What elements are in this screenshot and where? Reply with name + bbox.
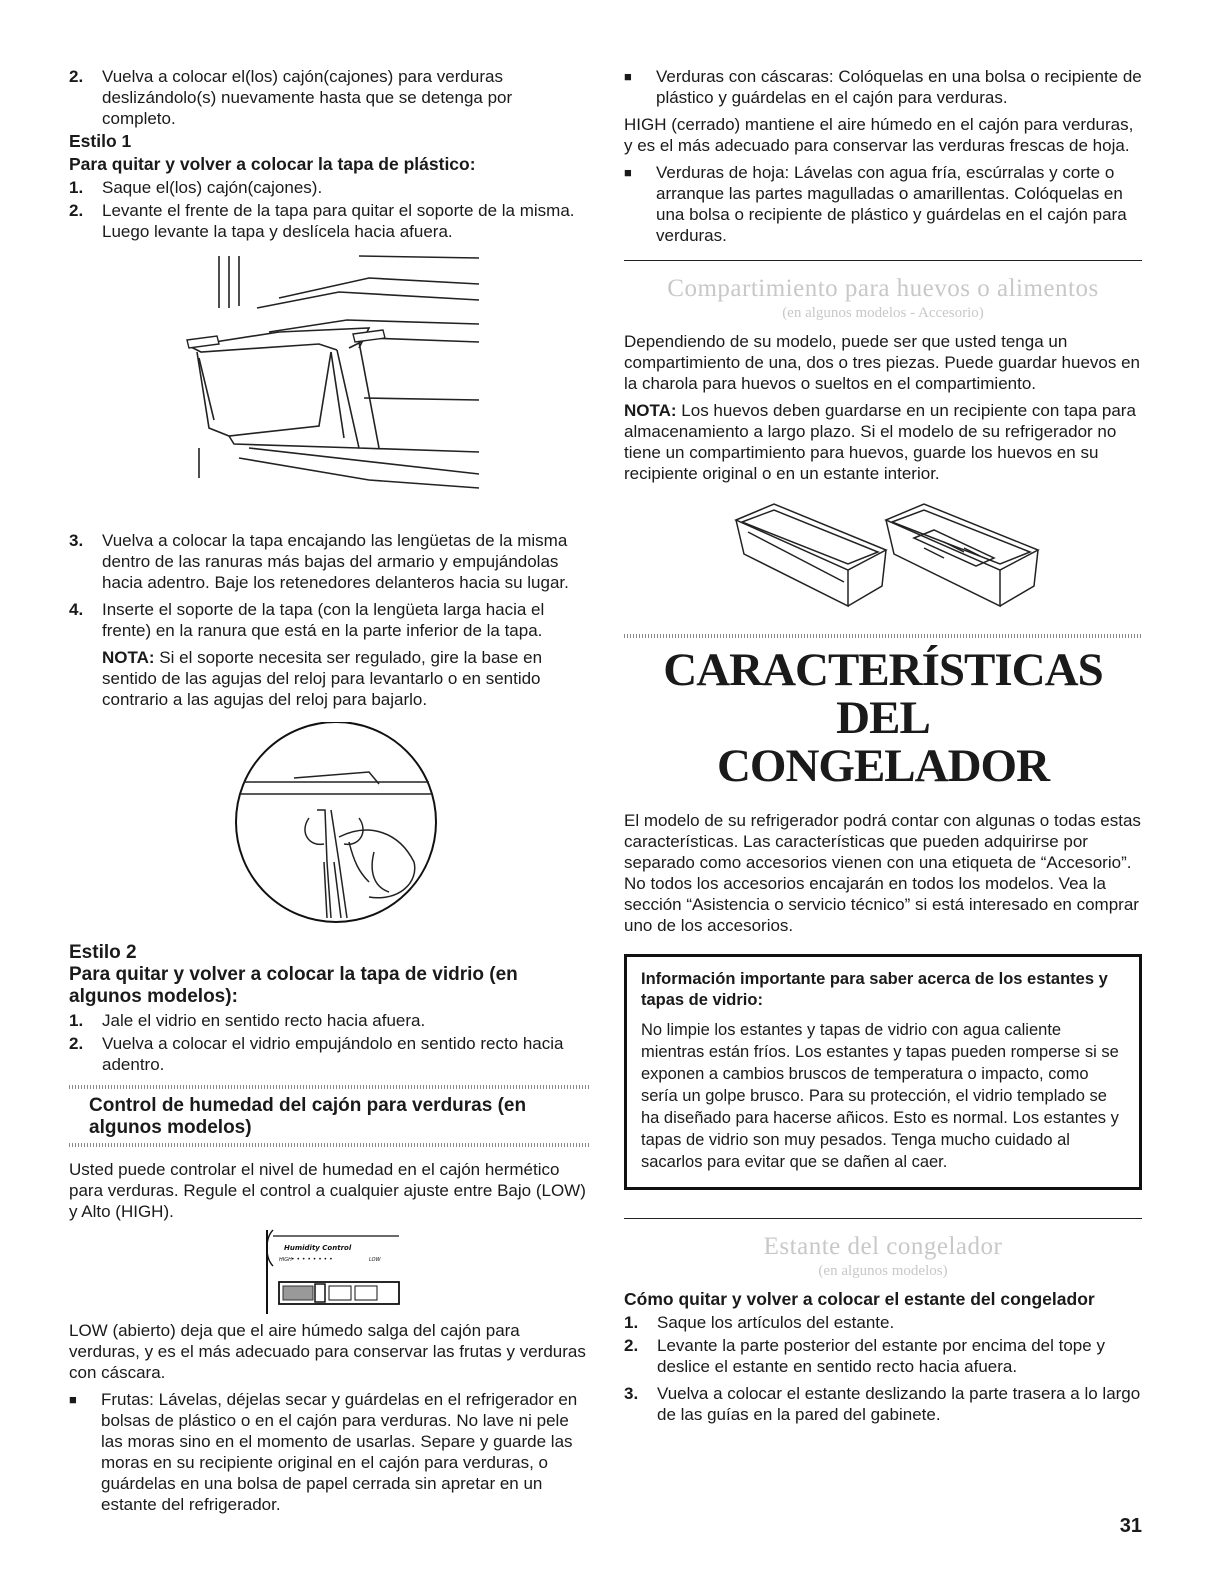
section-rule: [624, 260, 1142, 261]
step-item: [69, 66, 589, 129]
step-item: [624, 1335, 1142, 1377]
note-text: Los huevos deben guardarse en un recipiente con tapa para almacenamiento a largo plazo. Si el modelo de su refrigerador no tiene un compartimiento para huevos, guarde los huevos en su recipiente original o en un estante interior.: [624, 401, 1136, 483]
step-number: 2.: [624, 1336, 639, 1355]
step-number: 4.: [69, 600, 84, 619]
step-text: Vuelva a colocar el(los) cajón(cajones) para verduras deslizándolo(s) nuevamente hasta que se detenga por completo.: [102, 67, 513, 128]
step-text: Saque los artículos del estante.: [657, 1313, 895, 1332]
crisper-lid-illustration: [69, 248, 589, 530]
bullet-square-icon: ■: [624, 165, 632, 180]
step-item: [69, 200, 589, 242]
section-divider: [624, 634, 1142, 638]
freezer-features-title: [624, 646, 1142, 790]
section-divider: [69, 1143, 589, 1147]
style2-title: Estilo 2: [69, 942, 137, 963]
dial-low-label: LOW: [369, 1257, 381, 1263]
egg-bin-illustration: [624, 498, 1142, 622]
step-text: Inserte el soporte de la tapa (con la lengüeta larga hacia el frente) en la ranura que está en la parte inferior de la tapa.: [102, 600, 545, 640]
shelf-heading: Cómo quitar y volver a colocar el estante del congelador: [624, 1289, 1095, 1309]
step-number: 2.: [69, 67, 84, 86]
glass-shelf-warning-box: [624, 954, 1142, 1190]
note-label: NOTA:: [624, 401, 677, 420]
bullet-item: [624, 66, 1142, 108]
step-number: 1.: [624, 1313, 639, 1332]
support-adjust-drawing: [69, 722, 589, 936]
step-text: Levante la parte posterior del estante por encima del tope y deslice el estante en sentido recto hacia afuera.: [657, 1336, 1105, 1376]
egg-paragraph: Dependiendo de su modelo, puede ser que usted tenga un compartimiento de una, dos o tres piezas. Puede guardar huevos en la charola para huevos o sueltos en el compartimiento.: [624, 332, 1140, 393]
humidity-heading: Control de humedad del cajón para verduras (en algunos modelos): [89, 1095, 527, 1138]
step-number: 1.: [69, 178, 84, 197]
style2-heading: Para quitar y volver a colocar la tapa de vidrio (en algunos modelos):: [69, 964, 518, 1007]
step-number: 1.: [69, 1011, 84, 1030]
shelf-section-subtitle: (en algunos modelos): [818, 1263, 948, 1279]
humidity-slider-drawing: [69, 1228, 589, 1320]
right-column: [624, 66, 1142, 1431]
bullet-text: Verduras de hoja: Lávelas con agua fría, escúrralas y corte o arranque las partes magulladas o amarillentas. Colóquelas en una bolsa o recipiente de plástico y guárdelas en el cajón para verduras.: [656, 163, 1127, 245]
svg-text:• • • • • • • •: • • • • • • • •: [291, 1256, 333, 1263]
step-item: [69, 1010, 589, 1031]
step-text: Levante el frente de la tapa para quitar el soporte de la misma. Luego levante la tapa y deslícela hacia afuera.: [102, 201, 575, 241]
egg-note: [624, 400, 1142, 484]
step-text: Vuelva a colocar el estante deslizando la parte trasera a lo largo de las guías en la pared del gabinete.: [657, 1384, 1141, 1424]
bullet-text: Verduras con cáscaras: Colóquelas en una bolsa o recipiente de plástico y guárdelas en el cajón para verduras.: [656, 67, 1142, 107]
step-text: Saque el(los) cajón(cajones).: [102, 178, 323, 197]
step-item: [69, 599, 589, 641]
bullet-item: [624, 162, 1142, 246]
dial-high-label: HIGH: [279, 1257, 292, 1263]
page-number: 31: [1119, 1515, 1142, 1537]
step-item: [624, 1383, 1142, 1425]
egg-section-title: Compartimiento para huevos o alimentos: [667, 275, 1099, 302]
humidity-control-illustration: [69, 1228, 589, 1320]
note-label: NOTA:: [102, 648, 155, 667]
bullet-item: [69, 1389, 589, 1515]
dial-label: Humidity Control: [284, 1244, 352, 1252]
egg-section-subtitle: (en algunos modelos - Accesorio): [782, 305, 984, 321]
title-line: CONGELADOR: [716, 740, 1050, 792]
note-paragraph: [69, 647, 589, 710]
step-number: 3.: [69, 531, 84, 550]
section-rule: [624, 1218, 1142, 1219]
warning-heading: Información importante para saber acerca de los estantes y tapas de vidrio:: [641, 970, 1108, 1009]
step-item: [69, 1033, 589, 1075]
step-text: Jale el vidrio en sentido recto hacia afuera.: [102, 1011, 426, 1030]
title-line: CARACTERÍSTICAS DEL: [663, 644, 1103, 744]
lid-support-illustration: [69, 722, 589, 936]
warning-text: No limpie los estantes y tapas de vidrio con agua caliente mientras están fríos. Los estantes y tapas pueden romperse si se exponen a cambios bruscos de temperatura o impacto, como sería un golpe brusco. Para su protección, el vidrio templado se ha diseñado para hacerse añicos. Esto es normal. Los estantes y tapas de vidrio son muy pesados. Tenga mucho cuidado al sacarlos para evitar que se dañen al caer.: [641, 1021, 1119, 1171]
step-text: Vuelva a colocar la tapa encajando las lengüetas de la misma dentro de las ranuras más bajas del armario y empujándolas hacia adentro. Baje los retenedores delanteros hacia su lugar.: [102, 531, 569, 592]
style1-heading: Para quitar y volver a colocar la tapa de plástico:: [69, 154, 476, 174]
bullet-square-icon: ■: [624, 69, 632, 84]
step-text: Vuelva a colocar el vidrio empujándolo en sentido recto hacia adentro.: [102, 1034, 564, 1074]
crisper-drawer-drawing: [69, 248, 589, 530]
bullet-square-icon: ■: [69, 1392, 77, 1407]
high-setting-text: HIGH (cerrado) mantiene el aire húmedo en el cajón para verduras, y es el más adecuado para conservar las verduras frescas de hoja.: [624, 115, 1134, 155]
step-item: [624, 1312, 1142, 1333]
style1-title: Estilo 1: [69, 131, 132, 151]
step-number: 2.: [69, 201, 84, 220]
step-number: 3.: [624, 1384, 639, 1403]
left-column: [69, 66, 589, 1521]
note-text: Si el soporte necesita ser regulado, gire la base en sentido de las agujas del reloj para levantarlo o en sentido contrario a las agujas del reloj para bajarlo.: [102, 648, 543, 709]
low-setting-text: LOW (abierto) deja que el aire húmedo salga del cajón para verduras, y es el más adecuado para conservar las frutas y verduras con cáscara.: [69, 1321, 586, 1382]
egg-bins-drawing: [624, 498, 1142, 622]
bullet-text: Frutas: Lávelas, déjelas secar y guárdelas en el refrigerador en bolsas de plástico o en el cajón para verduras. No lave ni pele las moras sino en el momento de usarlas. Separe y guarde las moras en su recipiente original en el cajón para verduras, o guárdelas en una bolsa de papel cerrada sin apretar en un estante del refrigerador.: [101, 1390, 578, 1514]
freezer-intro: El modelo de su refrigerador podrá contar con algunas o todas estas características. Las características que pueden adquirirse por separado como accesorios vienen con una etiqueta de “Accesorio”. No todos los accesorios encajarán en todos los modelos. Vea la sección “Asistencia o servicio técnico” si está interesado en comprar uno de los accesorios.: [624, 811, 1141, 935]
shelf-section-title: Estante del congelador: [763, 1233, 1003, 1260]
step-item: [69, 530, 589, 593]
step-item: [69, 177, 589, 198]
humidity-intro: Usted puede controlar el nivel de humedad en el cajón hermético para verduras. Regule el control a cualquier ajuste entre Bajo (LOW) y Alto (HIGH).: [69, 1160, 586, 1221]
step-number: 2.: [69, 1034, 84, 1053]
